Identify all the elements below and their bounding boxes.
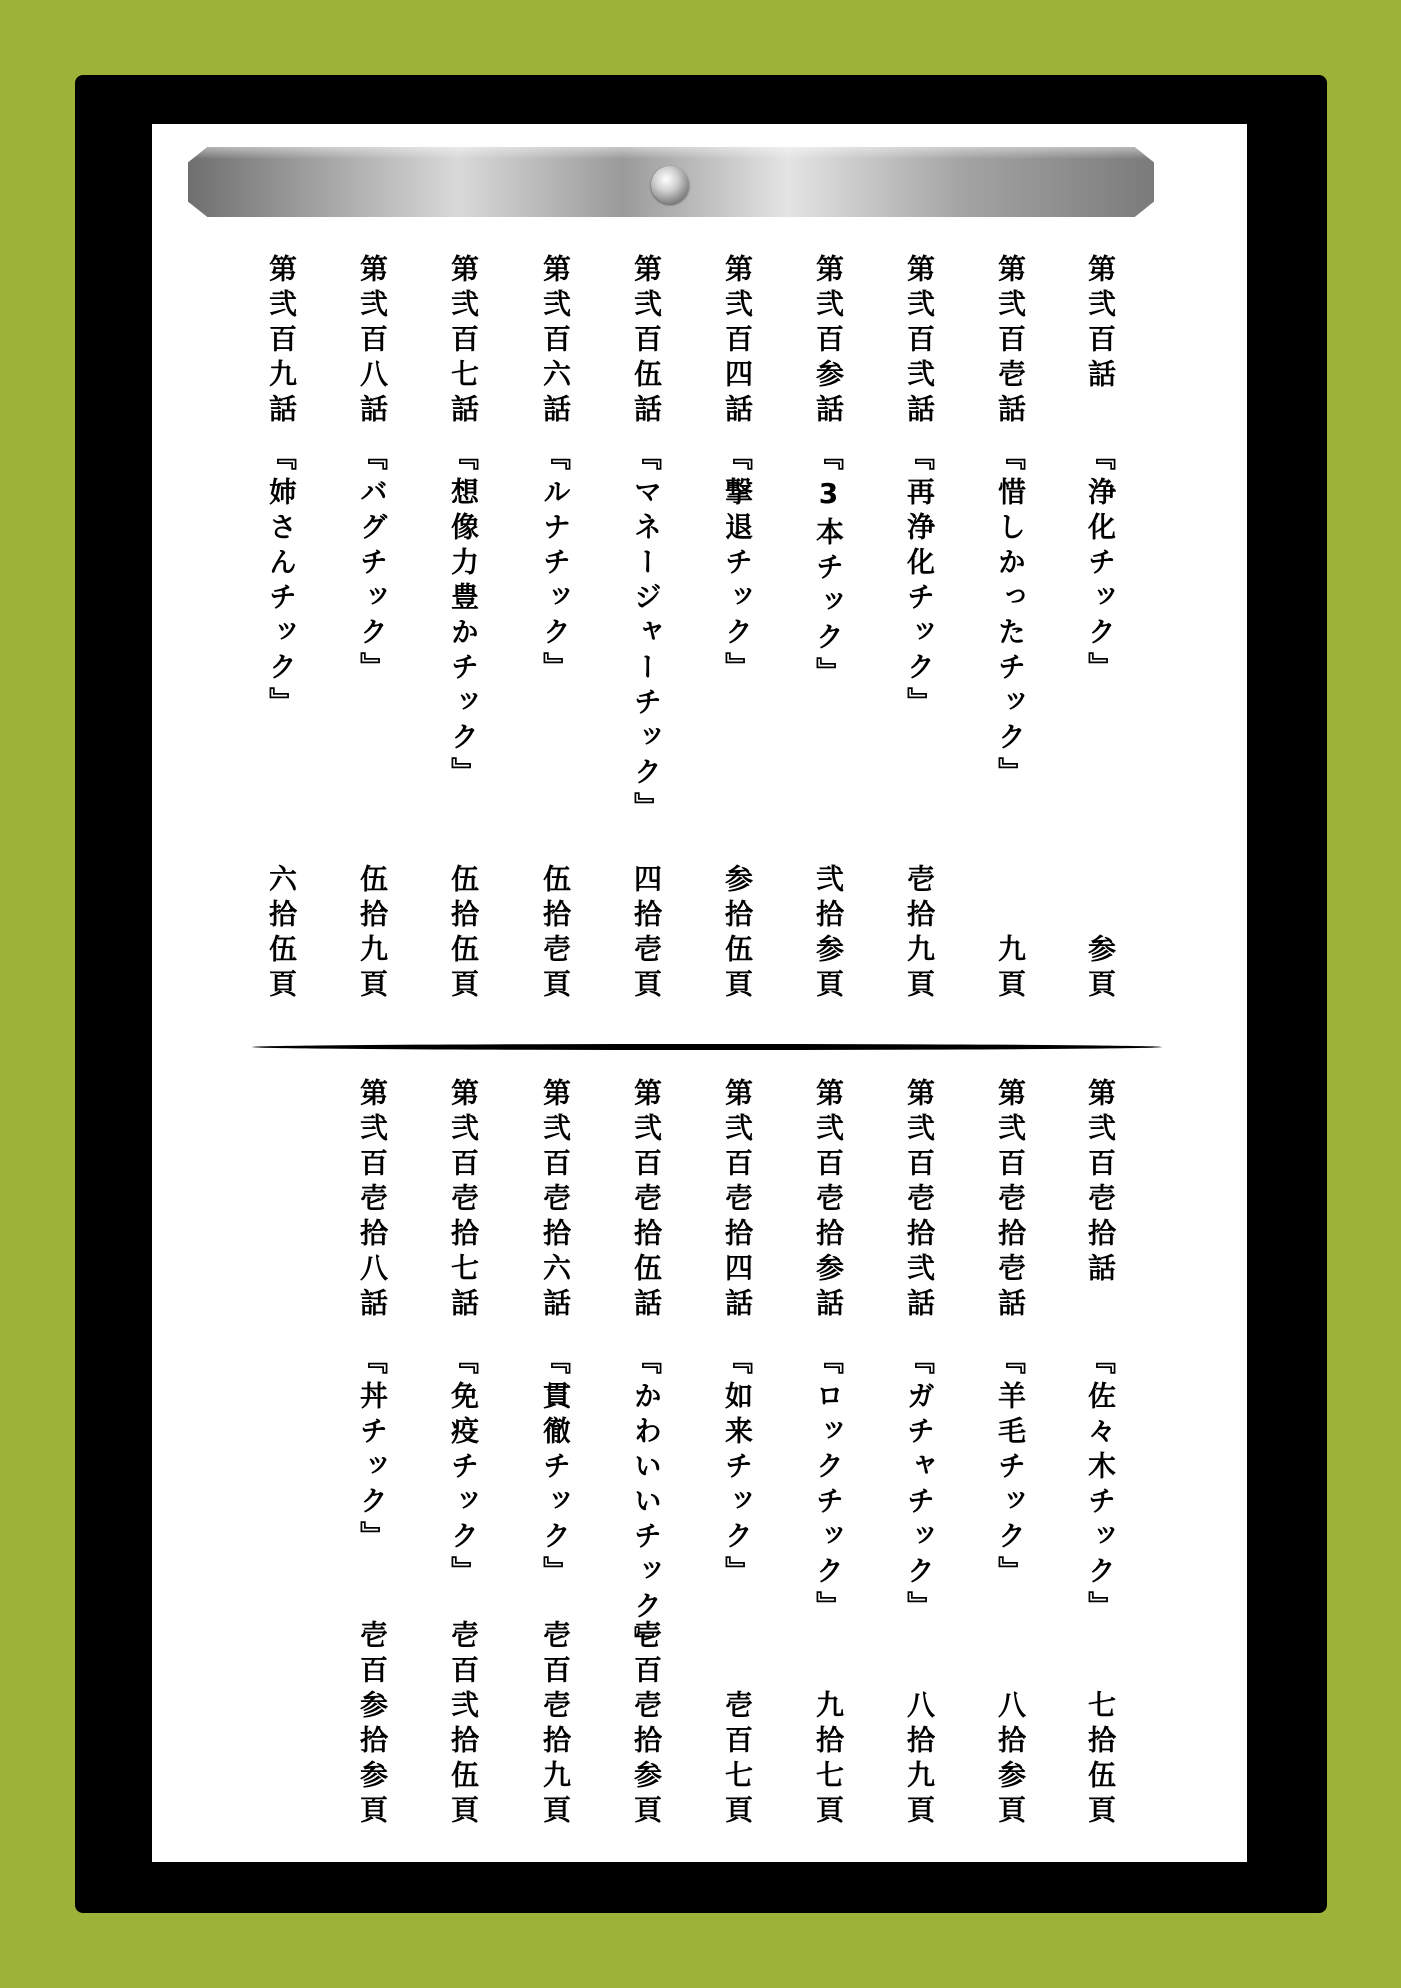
episode-number: 第弐百弐話: [903, 254, 936, 429]
page-number: 参拾伍頁: [721, 864, 754, 1004]
toc-entry[interactable]: [352, 254, 392, 1004]
toc-entry[interactable]: [626, 254, 666, 1004]
episode-number: 第弐百壱拾八話: [356, 1078, 389, 1323]
episode-number: 第弐百壱拾七話: [447, 1078, 480, 1323]
episode-title: 『佐々木チック』: [1084, 1346, 1117, 1626]
episode-title: 『撃退チック』: [721, 442, 754, 687]
episode-number: 第弐百壱拾壱話: [994, 1078, 1027, 1323]
episode-number: 第弐百九話: [265, 254, 298, 429]
toc-entry[interactable]: [808, 1078, 848, 1830]
episode-number: 第弐百壱拾参話: [812, 1078, 845, 1323]
toc-entry[interactable]: [717, 1078, 757, 1830]
toc-entry[interactable]: [626, 1078, 666, 1830]
episode-number: 第弐百四話: [721, 254, 754, 429]
episode-title: 『如来チック』: [721, 1346, 754, 1591]
episode-title: 『羊毛チック』: [994, 1346, 1027, 1591]
episode-number: 第弐百壱拾話: [1084, 1078, 1117, 1288]
page-number: 八拾参頁: [994, 1690, 1027, 1830]
episode-number: 第弐百参話: [812, 254, 845, 429]
episode-number: 第弐百壱拾弐話: [903, 1078, 936, 1323]
toc-entry[interactable]: [261, 254, 301, 1004]
page-number: 壱百七頁: [721, 1690, 754, 1830]
page-number: 六拾伍頁: [265, 864, 298, 1004]
toc-entry[interactable]: [1080, 254, 1120, 1004]
episode-title: 『免疫チック』: [447, 1346, 480, 1591]
episode-title: 『再浄化チック』: [903, 442, 936, 722]
page-number: 壱拾九頁: [903, 864, 936, 1004]
episode-number: 第弐百伍話: [630, 254, 663, 429]
episode-title: 『マネージャーチック』: [630, 442, 663, 827]
toc-entry[interactable]: [535, 254, 575, 1004]
episode-number: 第弐百八話: [356, 254, 389, 429]
toc-entry[interactable]: [990, 254, 1030, 1004]
toc-entry[interactable]: [352, 1078, 392, 1830]
episode-number: 第弐百壱拾四話: [721, 1078, 754, 1323]
toc-entry[interactable]: [535, 1078, 575, 1830]
page-number: 伍拾九頁: [356, 864, 389, 1004]
page-number: 壱百壱拾九頁: [539, 1620, 572, 1830]
toc-entry[interactable]: [443, 1078, 483, 1830]
toc-entry[interactable]: [808, 254, 848, 1004]
episode-title: 『ガチャチック』: [903, 1346, 936, 1626]
page-number: 壱百弐拾伍頁: [447, 1620, 480, 1830]
episode-title: 『3本チック』: [812, 442, 845, 692]
page-number: 壱百参拾参頁: [356, 1620, 389, 1830]
episode-title: 『丼チック』: [356, 1346, 389, 1556]
episode-number: 第弐百壱話: [994, 254, 1027, 429]
episode-title: 『ロックチック』: [812, 1346, 845, 1626]
page-number: 八拾九頁: [903, 1690, 936, 1830]
episode-title: 『姉さんチック』: [265, 442, 298, 722]
page-number: 伍拾壱頁: [539, 864, 572, 1004]
toc-entry[interactable]: [1080, 1078, 1120, 1830]
episode-title: 『惜しかったチック』: [994, 442, 1027, 792]
episode-title: 『想像力豊かチック』: [447, 442, 480, 792]
episode-title: 『ルナチック』: [539, 442, 572, 687]
page-number: 弐拾参頁: [812, 864, 845, 1004]
episode-number: 第弐百六話: [539, 254, 572, 429]
episode-title: 『貫徹チック』: [539, 1346, 572, 1591]
toc-entry[interactable]: [717, 254, 757, 1004]
episode-number: 第弐百壱拾伍話: [630, 1078, 663, 1323]
episode-number: 第弐百話: [1084, 254, 1117, 394]
page-number: 壱百壱拾参頁: [630, 1620, 663, 1830]
toc-entry[interactable]: [990, 1078, 1030, 1830]
toc-entry[interactable]: [899, 1078, 939, 1830]
page-number: 参頁: [1084, 934, 1117, 1004]
episode-number: 第弐百壱拾六話: [539, 1078, 572, 1323]
episode-title: 『かわいいチック』: [630, 1346, 663, 1661]
toc-entry[interactable]: [443, 254, 483, 1004]
episode-number: 第弐百七話: [447, 254, 480, 429]
page-number: 九頁: [994, 934, 1027, 1004]
episode-title: 『バグチック』: [356, 442, 389, 687]
page-number: 七拾伍頁: [1084, 1690, 1117, 1830]
section-divider: [252, 1044, 1162, 1050]
page-number: 四拾壱頁: [630, 864, 663, 1004]
toc-entry[interactable]: [899, 254, 939, 1004]
page-number: 九拾七頁: [812, 1690, 845, 1830]
clip-rivet-icon: [651, 166, 689, 204]
page-number: 伍拾伍頁: [447, 864, 480, 1004]
episode-title: 『浄化チック』: [1084, 442, 1117, 687]
